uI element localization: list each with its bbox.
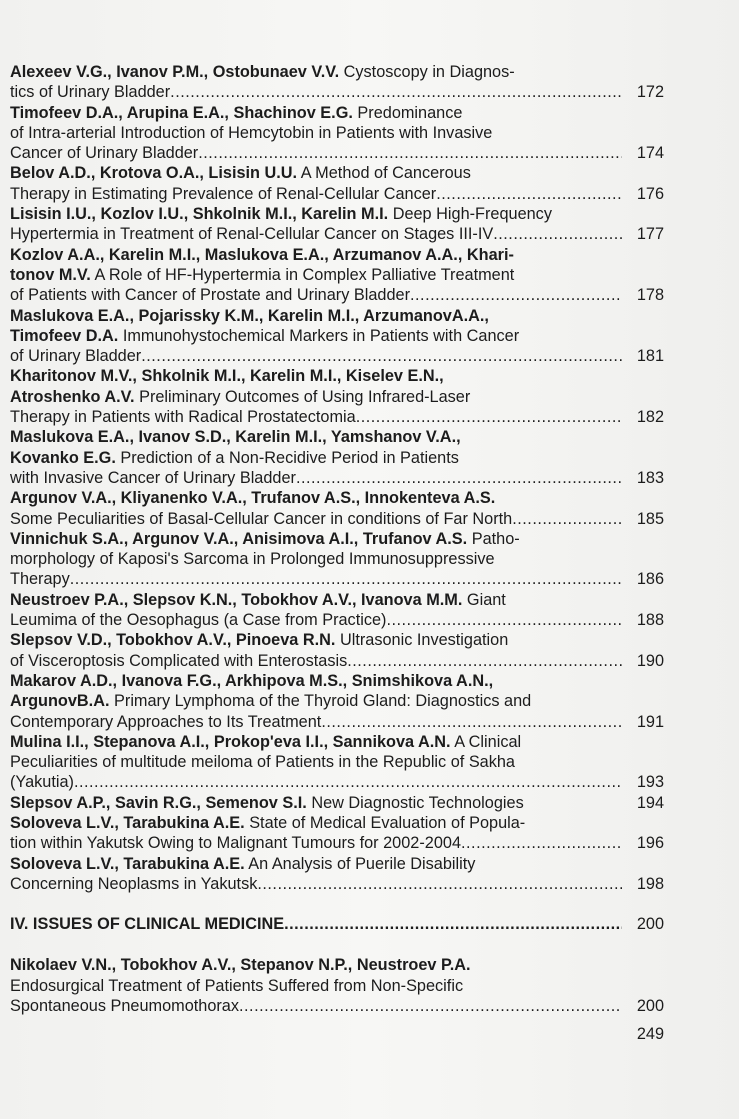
entry-page: 193 <box>636 773 664 792</box>
entry-page: 200 <box>636 997 664 1016</box>
entry-title-line: Therapy <box>10 570 70 589</box>
entry-title-line: with Invasive Cancer of Urinary Bladder <box>10 468 296 487</box>
entry-title-line: Peculiarities of multitude meiloma of Patients in the Republic of Sakha <box>10 753 515 772</box>
entry-authors: Timofeev D.A., Arupina E.A., Shachinov E.G. <box>10 103 353 122</box>
entry-page: 198 <box>636 874 664 893</box>
entry-authors-cont: Kovanko E.G. <box>10 448 116 467</box>
entry-title-line: Cystoscopy in Diagnos- <box>343 63 515 81</box>
entry-authors: Kharitonov M.V., Shkolnik M.I., Karelin M.I., Kiselev E.N., <box>10 367 444 386</box>
toc-entry <box>10 854 664 895</box>
toc-entry <box>10 671 664 732</box>
entry-title-line: morphology of Kaposi's Sarcoma in Prolonged Immunosuppressive <box>10 550 495 569</box>
entry-title-line: An Analysis of Puerile Disability <box>248 854 476 873</box>
toc-entry <box>10 306 664 367</box>
entry-title-line: Prediction of a Non-Recidive Period in Patients <box>120 448 459 467</box>
entry-authors-cont: ArgunovB.A. <box>10 692 110 711</box>
entry-page: 178 <box>636 286 664 305</box>
entry-page: 183 <box>636 468 664 487</box>
entry-title-line: A Method of Cancerous <box>300 164 471 183</box>
entry-title-line: Contemporary Approaches to Its Treatment <box>10 712 322 731</box>
entry-title-line: Concerning Neoplasms in Yakutsk <box>10 874 258 893</box>
entry-page: 177 <box>636 225 664 244</box>
entry-authors: Neustroev P.A., Slepsov K.N., Tobokhov A.V., Ivanova M.M. <box>10 590 463 609</box>
entry-title-line: of Intra-arterial Introduction of Hemcytobin in Patients with Invasive <box>10 123 493 142</box>
entry-page: 174 <box>636 144 664 163</box>
toc-entry <box>10 62 664 103</box>
entry-authors: Argunov V.A., Kliyanenko V.A., Trufanov A.S., Innokenteva A.S. <box>10 489 496 508</box>
entry-title-line: of Patients with Cancer of Prostate and Urinary Bladder <box>10 286 410 305</box>
toc-entry <box>10 245 664 306</box>
entry-authors: Belov A.D., Krotova O.A., Lisisin U.U. <box>10 164 298 183</box>
table-of-contents <box>10 62 664 1016</box>
entry-title-line: New Diagnostic Technologies <box>311 793 524 812</box>
entry-title-line: Predominance <box>357 103 463 122</box>
entry-title-line: (Yakutia) <box>10 773 74 792</box>
entry-authors-cont: tonov M.V. <box>10 265 91 284</box>
entry-title-line: Patho- <box>471 529 520 548</box>
entry-title-line: Giant <box>466 590 506 609</box>
entry-title-line: Ultrasonic Investigation <box>339 631 509 650</box>
toc-entry <box>10 813 664 854</box>
entry-title-line: Leumima of the Oesophagus (a Case from Practice) <box>10 611 387 630</box>
entry-page: 194 <box>636 793 664 812</box>
entry-authors: Kozlov A.A., Karelin M.I., Maslukova E.A., Arzumanov A.A., Khari- <box>10 245 514 264</box>
entry-title-line: Some Peculiarities of Basal-Cellular Cancer in conditions of Far North <box>10 509 513 528</box>
toc-entry <box>10 955 664 1016</box>
entry-authors: Lisisin I.U., Kozlov I.U., Shkolnik M.I., Karelin M.I. <box>10 205 389 224</box>
entry-page: 190 <box>636 651 664 670</box>
entry-authors: Vinnichuk S.A., Argunov V.A., Anisimova A.I., Trufanov A.S. <box>10 529 468 548</box>
toc-entry <box>10 163 664 204</box>
entry-page: 196 <box>636 834 664 853</box>
entry-authors: Soloveva L.V., Tarabukina A.E. <box>10 854 245 873</box>
toc-entry <box>10 366 664 427</box>
entry-page: 172 <box>636 83 664 102</box>
entry-title-line: Spontaneous Pneumomothorax <box>10 997 239 1016</box>
entry-authors: Alexeev V.G., Ivanov P.M., Ostobunaev V.V. <box>10 63 340 81</box>
toc-entry <box>10 590 664 631</box>
entry-page: 186 <box>636 570 664 589</box>
section-page: 200 <box>636 915 664 934</box>
toc-entry <box>10 630 664 671</box>
entry-title-line: Deep High-Frequency <box>392 205 552 224</box>
entry-title-line: Immunohystochemical Markers in Patients with Cancer <box>122 326 520 345</box>
entry-page: 182 <box>636 408 664 427</box>
toc-entry <box>10 529 664 590</box>
entry-title-line: Therapy in Patients with Radical Prostatectomia <box>10 408 356 427</box>
toc-entry <box>10 488 664 529</box>
entry-title-line: Primary Lymphoma of the Thyroid Gland: Diagnostics and <box>114 692 532 711</box>
toc-entry <box>10 793 664 813</box>
entry-authors: Maslukova E.A., Pojarissky K.M., Karelin M.I., ArzumanovA.A., <box>10 306 489 325</box>
entry-authors: Maslukova E.A., Ivanov S.D., Karelin M.I., Yamshanov V.A., <box>10 428 461 447</box>
entry-authors-cont: Timofeev D.A. <box>10 326 119 345</box>
toc-entry <box>10 204 664 245</box>
entry-title-line: State of Medical Evaluation of Popula- <box>249 813 526 832</box>
entry-authors: Soloveva L.V., Tarabukina A.E. <box>10 813 245 832</box>
entry-page: 176 <box>636 184 664 203</box>
entry-title-line: Hypertermia in Treatment of Renal-Cellular Cancer on Stages III-IV <box>10 225 494 244</box>
toc-entry <box>10 732 664 793</box>
entry-authors: Mulina I.I., Stepanova A.I., Prokop'eva I.I., Sannikova A.N. <box>10 732 451 751</box>
entry-page: 181 <box>636 347 664 366</box>
entry-authors: Slepsov A.P., Savin R.G., Semenov S.I. <box>10 793 307 812</box>
entry-title-line: Cancer of Urinary Bladder <box>10 144 199 163</box>
entry-authors: Makarov A.D., Ivanova F.G., Arkhipova M.S., Snimshikova A.N., <box>10 671 494 690</box>
entry-title-line: Endosurgical Treatment of Patients Suffered from Non-Specific <box>10 976 464 995</box>
entry-title-line: Preliminary Outcomes of Using Infrared-Laser <box>139 387 471 406</box>
entry-authors-cont: Atroshenko A.V. <box>10 387 135 406</box>
entry-title-line: tics of Urinary Bladder <box>10 83 171 102</box>
entry-authors: Nikolaev V.N., Tobokhov A.V., Stepanov N.P., Neustroev P.A. <box>10 956 471 975</box>
entry-title-line: Therapy in Estimating Prevalence of Renal-Cellular Cancer <box>10 184 437 203</box>
entry-title-line: of Visceroptosis Complicated with Enterostasis <box>10 651 348 670</box>
entry-title-line: A Clinical <box>454 732 522 751</box>
section-heading <box>10 914 664 934</box>
entry-title-line: A Role of HF-Hypertermia in Complex Palliative Treatment <box>94 265 515 284</box>
entry-page: 185 <box>636 509 664 528</box>
entry-authors: Slepsov V.D., Tobokhov A.V., Pinoeva R.N. <box>10 631 336 650</box>
entry-page: 191 <box>636 712 664 731</box>
entry-page: 188 <box>636 611 664 630</box>
entry-title-line: of Urinary Bladder <box>10 347 142 366</box>
toc-entry <box>10 427 664 488</box>
section-title: IV. ISSUES OF CLINICAL MEDICINE <box>10 915 285 934</box>
entry-title-line: tion within Yakutsk Owing to Malignant Tumours for 2002-2004 <box>10 834 461 853</box>
page-number: 249 <box>636 1025 664 1043</box>
toc-entry <box>10 103 664 164</box>
